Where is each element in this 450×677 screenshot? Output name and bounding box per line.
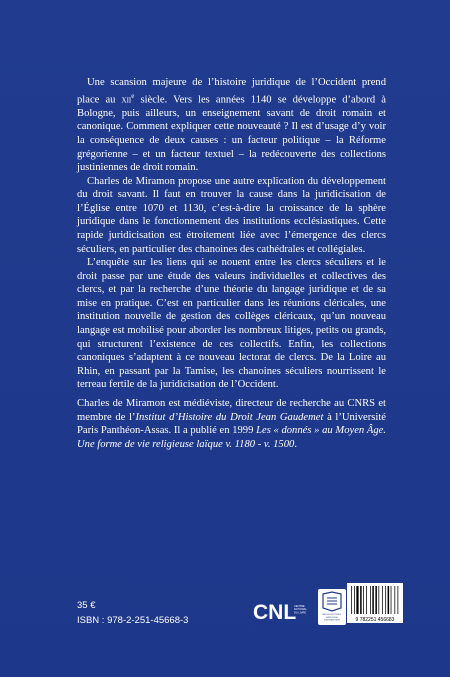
- cnl-caption: [294, 604, 307, 614]
- distributor-caption-line: DISTRIBUTION: [324, 619, 340, 622]
- distributor-logo-icon: [318, 589, 346, 625]
- century-numeral: xii: [121, 94, 132, 106]
- barcode-number: 9 782251 456683: [355, 617, 395, 623]
- distributor-caption-line: DIFFUSION: [325, 616, 338, 619]
- century-suffix: e: [131, 91, 135, 100]
- blurb-paragraph-1: [77, 76, 386, 175]
- distributor-caption-line: BELLES LETTRES: [322, 614, 342, 616]
- blurb-paragraph-3: L’enquête sur les liens qui se nouent entre les clercs séculiers et le droit passe par une étude des valeurs individuelles et collectives des clercs, et par la recherche d’une théorie du langage juridique et de sa mise en pratique. C’est en particulier dans les réunions cléricales, une institution nouvelle de gestion des collèges cléricaux, qu’un nouveau langage est mobilisé pour aborder les nombreux litiges, petits ou grands, qui structurent l’existence de ces collectifs. Enfin, les collections canoniques s’adaptent à ce nouveau lectorat de clercs. De la Loire au Rhin, en passant par la Tamise, les chanoines séculiers nourrissent le terreau fertile de la juridicisation de l’Occident.: [77, 257, 386, 391]
- blurb-section-2: [77, 256, 386, 392]
- blurb-paragraph-2: Charles de Miramon propose une autre explication du développement du droit savant. Il faut en trouver la cause dans la juridicisation de l’Église entre 1070 et 1130, c’est-à-dire la croissance de la sphère juridique dans le fonctionnement des institutions ecclésiastiques. Cette rapide juridicisation est étroitement liée avec l’émergence des clercs séculiers, en particulier des chanoines des cathédrales et collégiales.: [77, 175, 386, 255]
- bio-text: à l’Université Paris Panthéon-Assas. Il a publié en 1999: [77, 411, 386, 437]
- cnl-caption-line: DU LIVRE: [294, 611, 306, 615]
- blurb-section-1: [77, 76, 386, 256]
- distributor-caption: [322, 614, 341, 622]
- bio-text: .: [294, 438, 297, 450]
- author-bio: [77, 397, 386, 451]
- book-title: Les « donnés » au Moyen Âge. Une forme de vie religieuse laïque v. 1180 - v. 1500: [77, 425, 387, 450]
- cnl-caption-line: NATIONAL: [294, 608, 307, 612]
- price: 35 €: [77, 600, 96, 611]
- cnl-caption-line: CENTRE: [294, 605, 305, 608]
- blurb-text: siècle. Vers les années 1140 se développe d’abord à Bologne, puis ailleurs, un enseignement savant de droit romain et canonique. Comment expliquer cette nouveauté ? Il est d’usage d’y voir la conséquence de deux causes : un facteur politique – la Réforme grégorienne – et un facteur textuel – la redécouverte des collections justiniennes de droit romain.: [77, 94, 386, 174]
- bio-text: Charles de Miramon est médiéviste, directeur de recherche au CNRS et membre de l’: [77, 398, 386, 423]
- cnl-logo-text: CNL: [253, 601, 297, 624]
- bio-paragraph: [77, 397, 386, 451]
- cnl-logo-icon: [253, 598, 308, 624]
- isbn: ISBN : 978-2-251-45668-3: [77, 615, 189, 626]
- barcode-icon: [347, 583, 403, 623]
- institute-name: Institut d’Histoire du Droit Jean Gaudemet: [135, 411, 324, 423]
- blurb-text: Une scansion majeure de l’histoire juridique de l’Occident prend place au: [77, 77, 386, 106]
- barcode-bars: [351, 586, 398, 614]
